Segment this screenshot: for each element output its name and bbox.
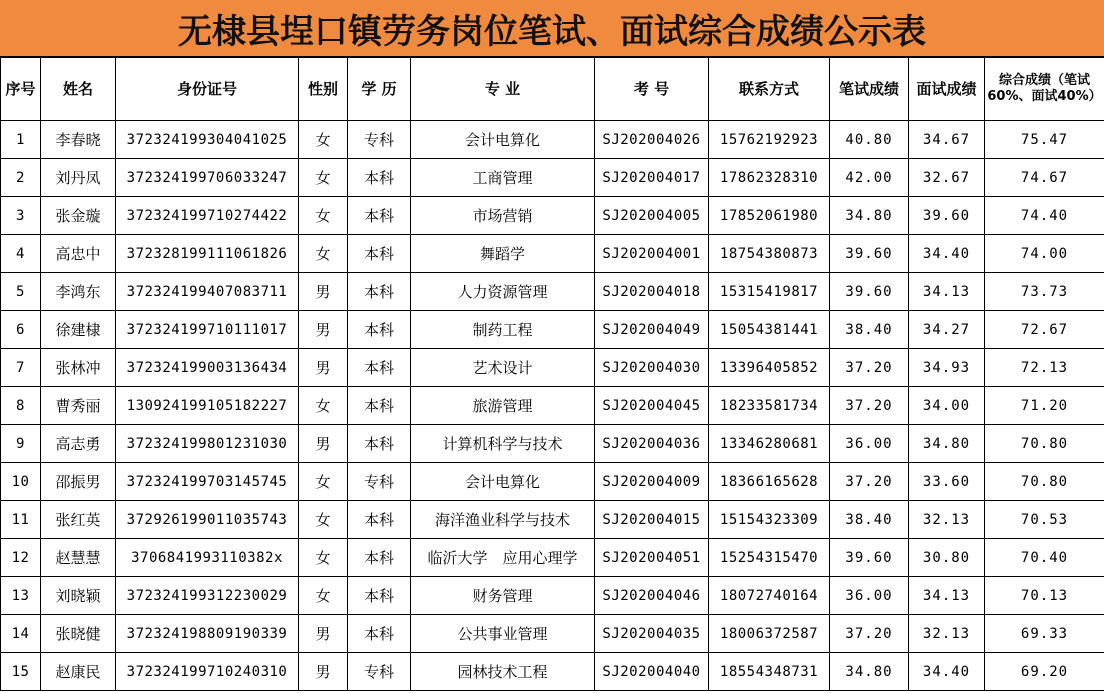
cell-interview-score: 30.80: [909, 539, 985, 577]
cell-written-score: 37.20: [830, 387, 909, 425]
cell-id-number: 372328199111061826: [116, 235, 299, 273]
cell-total-score: 71.20: [985, 387, 1104, 425]
cell-name: 李春晓: [41, 121, 116, 159]
cell-written-score: 40.80: [830, 121, 909, 159]
cell-education: 专科: [348, 653, 411, 691]
cell-education: 本科: [348, 425, 411, 463]
table-row: [1, 387, 1104, 425]
cell-major: 工商管理: [411, 159, 595, 197]
cell-major: 旅游管理: [411, 387, 595, 425]
cell-interview-score: 34.40: [909, 653, 985, 691]
cell-total-score: 70.13: [985, 577, 1104, 615]
cell-total-score: 70.80: [985, 425, 1104, 463]
cell-exam-number: SJ202004030: [595, 349, 709, 387]
cell-gender: 女: [299, 197, 348, 235]
table-header-row: [1, 58, 1104, 121]
cell-exam-number: SJ202004040: [595, 653, 709, 691]
cell-written-score: 39.60: [830, 273, 909, 311]
cell-index: 9: [1, 425, 41, 463]
page-title: 无棣县埕口镇劳务岗位笔试、面试综合成绩公示表: [0, 0, 1104, 57]
cell-written-score: 34.80: [830, 653, 909, 691]
cell-major: 市场营销: [411, 197, 595, 235]
cell-interview-score: 34.00: [909, 387, 985, 425]
cell-written-score: 38.40: [830, 311, 909, 349]
cell-index: 6: [1, 311, 41, 349]
cell-interview-score: 34.40: [909, 235, 985, 273]
table-row: [1, 577, 1104, 615]
cell-gender: 男: [299, 615, 348, 653]
cell-exam-number: SJ202004015: [595, 501, 709, 539]
cell-total-score: 69.33: [985, 615, 1104, 653]
cell-education: 本科: [348, 615, 411, 653]
cell-index: 7: [1, 349, 41, 387]
cell-gender: 女: [299, 387, 348, 425]
cell-written-score: 39.60: [830, 235, 909, 273]
cell-exam-number: SJ202004049: [595, 311, 709, 349]
cell-contact: 13396405852: [709, 349, 830, 387]
table-row: [1, 273, 1104, 311]
cell-contact: 18072740164: [709, 577, 830, 615]
cell-name: 赵慧慧: [41, 539, 116, 577]
cell-education: 本科: [348, 311, 411, 349]
cell-major: 舞蹈学: [411, 235, 595, 273]
cell-contact: 18554348731: [709, 653, 830, 691]
cell-interview-score: 32.67: [909, 159, 985, 197]
table-row: [1, 235, 1104, 273]
cell-written-score: 36.00: [830, 577, 909, 615]
header-education: 学 历: [348, 58, 411, 121]
table-row: [1, 501, 1104, 539]
header-index: 序号: [1, 58, 41, 121]
cell-contact: 13346280681: [709, 425, 830, 463]
header-major: 专 业: [411, 58, 595, 121]
cell-contact: 15254315470: [709, 539, 830, 577]
cell-id-number: 372324199801231030: [116, 425, 299, 463]
cell-written-score: 37.20: [830, 463, 909, 501]
header-total-score: 综合成绩（笔试60%、面试40%）: [985, 58, 1104, 121]
table-row: [1, 539, 1104, 577]
cell-index: 2: [1, 159, 41, 197]
cell-id-number: 372324199703145745: [116, 463, 299, 501]
cell-id-number: 372324198809190339: [116, 615, 299, 653]
results-table: [0, 57, 1104, 691]
cell-id-number: 372324199710274422: [116, 197, 299, 235]
table-row: [1, 159, 1104, 197]
cell-index: 4: [1, 235, 41, 273]
header-id-number: 身份证号: [116, 58, 299, 121]
cell-id-number: 372324199003136434: [116, 349, 299, 387]
cell-major: 人力资源管理: [411, 273, 595, 311]
cell-exam-number: SJ202004018: [595, 273, 709, 311]
cell-major: 临沂大学 应用心理学: [411, 539, 595, 577]
cell-education: 本科: [348, 387, 411, 425]
cell-total-score: 70.80: [985, 463, 1104, 501]
cell-index: 10: [1, 463, 41, 501]
cell-interview-score: 34.13: [909, 273, 985, 311]
cell-interview-score: 34.80: [909, 425, 985, 463]
cell-name: 张晓健: [41, 615, 116, 653]
cell-education: 专科: [348, 463, 411, 501]
cell-name: 李鸿东: [41, 273, 116, 311]
cell-total-score: 69.20: [985, 653, 1104, 691]
cell-gender: 男: [299, 273, 348, 311]
header-interview-score: 面试成绩: [909, 58, 985, 121]
cell-index: 8: [1, 387, 41, 425]
cell-contact: 18006372587: [709, 615, 830, 653]
cell-exam-number: SJ202004017: [595, 159, 709, 197]
cell-major: 会计电算化: [411, 463, 595, 501]
cell-index: 12: [1, 539, 41, 577]
header-gender: 性别: [299, 58, 348, 121]
cell-contact: 17862328310: [709, 159, 830, 197]
cell-education: 本科: [348, 349, 411, 387]
cell-total-score: 72.13: [985, 349, 1104, 387]
cell-major: 会计电算化: [411, 121, 595, 159]
cell-id-number: 372324199304041025: [116, 121, 299, 159]
cell-gender: 女: [299, 501, 348, 539]
cell-interview-score: 34.13: [909, 577, 985, 615]
cell-interview-score: 34.27: [909, 311, 985, 349]
cell-exam-number: SJ202004045: [595, 387, 709, 425]
cell-total-score: 70.53: [985, 501, 1104, 539]
cell-exam-number: SJ202004009: [595, 463, 709, 501]
cell-interview-score: 32.13: [909, 615, 985, 653]
cell-index: 1: [1, 121, 41, 159]
cell-major: 海洋渔业科学与技术: [411, 501, 595, 539]
cell-exam-number: SJ202004005: [595, 197, 709, 235]
cell-education: 专科: [348, 121, 411, 159]
table-row: [1, 463, 1104, 501]
table-row: [1, 349, 1104, 387]
table-row: [1, 121, 1104, 159]
cell-total-score: 72.67: [985, 311, 1104, 349]
cell-name: 刘丹凤: [41, 159, 116, 197]
cell-written-score: 36.00: [830, 425, 909, 463]
cell-written-score: 37.20: [830, 349, 909, 387]
cell-major: 财务管理: [411, 577, 595, 615]
table-row: [1, 311, 1104, 349]
table-row: [1, 615, 1104, 653]
cell-exam-number: SJ202004026: [595, 121, 709, 159]
cell-written-score: 39.60: [830, 539, 909, 577]
cell-index: 3: [1, 197, 41, 235]
cell-gender: 男: [299, 349, 348, 387]
cell-exam-number: SJ202004051: [595, 539, 709, 577]
cell-total-score: 74.40: [985, 197, 1104, 235]
cell-name: 高忠中: [41, 235, 116, 273]
cell-interview-score: 33.60: [909, 463, 985, 501]
cell-education: 本科: [348, 577, 411, 615]
cell-id-number: 372324199706033247: [116, 159, 299, 197]
cell-education: 本科: [348, 273, 411, 311]
cell-id-number: 130924199105182227: [116, 387, 299, 425]
cell-exam-number: SJ202004001: [595, 235, 709, 273]
cell-gender: 男: [299, 311, 348, 349]
cell-name: 邵振男: [41, 463, 116, 501]
cell-name: 徐建棣: [41, 311, 116, 349]
table-row: [1, 197, 1104, 235]
cell-contact: 18366165628: [709, 463, 830, 501]
cell-contact: 15154323309: [709, 501, 830, 539]
cell-contact: 17852061980: [709, 197, 830, 235]
cell-index: 15: [1, 653, 41, 691]
cell-index: 14: [1, 615, 41, 653]
cell-index: 11: [1, 501, 41, 539]
cell-contact: 18754380873: [709, 235, 830, 273]
cell-written-score: 37.20: [830, 615, 909, 653]
cell-interview-score: 34.67: [909, 121, 985, 159]
cell-contact: 15054381441: [709, 311, 830, 349]
cell-index: 5: [1, 273, 41, 311]
cell-id-number: 3706841993110382x: [116, 539, 299, 577]
cell-education: 本科: [348, 197, 411, 235]
cell-name: 曹秀丽: [41, 387, 116, 425]
cell-total-score: 73.73: [985, 273, 1104, 311]
cell-exam-number: SJ202004035: [595, 615, 709, 653]
cell-contact: 15315419817: [709, 273, 830, 311]
table-row: [1, 425, 1104, 463]
cell-exam-number: SJ202004036: [595, 425, 709, 463]
cell-gender: 女: [299, 463, 348, 501]
cell-gender: 女: [299, 159, 348, 197]
cell-id-number: 372324199312230029: [116, 577, 299, 615]
header-name: 姓名: [41, 58, 116, 121]
cell-education: 本科: [348, 501, 411, 539]
cell-major: 计算机科学与技术: [411, 425, 595, 463]
cell-contact: 15762192923: [709, 121, 830, 159]
cell-interview-score: 32.13: [909, 501, 985, 539]
cell-education: 本科: [348, 539, 411, 577]
cell-major: 制药工程: [411, 311, 595, 349]
cell-name: 张红英: [41, 501, 116, 539]
cell-name: 高志勇: [41, 425, 116, 463]
cell-gender: 女: [299, 577, 348, 615]
cell-contact: 18233581734: [709, 387, 830, 425]
cell-id-number: 372324199710240310: [116, 653, 299, 691]
cell-id-number: 372324199407083711: [116, 273, 299, 311]
cell-gender: 男: [299, 653, 348, 691]
cell-exam-number: SJ202004046: [595, 577, 709, 615]
cell-major: 艺术设计: [411, 349, 595, 387]
cell-gender: 女: [299, 235, 348, 273]
cell-gender: 女: [299, 539, 348, 577]
cell-name: 赵康民: [41, 653, 116, 691]
cell-written-score: 38.40: [830, 501, 909, 539]
cell-interview-score: 34.93: [909, 349, 985, 387]
cell-total-score: 74.00: [985, 235, 1104, 273]
cell-total-score: 74.67: [985, 159, 1104, 197]
table-row: [1, 653, 1104, 691]
cell-total-score: 70.40: [985, 539, 1104, 577]
cell-major: 园林技术工程: [411, 653, 595, 691]
cell-interview-score: 39.60: [909, 197, 985, 235]
cell-id-number: 372324199710111017: [116, 311, 299, 349]
cell-gender: 男: [299, 425, 348, 463]
header-written-score: 笔试成绩: [830, 58, 909, 121]
cell-written-score: 34.80: [830, 197, 909, 235]
cell-name: 张金璇: [41, 197, 116, 235]
cell-name: 张林冲: [41, 349, 116, 387]
cell-education: 本科: [348, 235, 411, 273]
cell-id-number: 372926199011035743: [116, 501, 299, 539]
cell-education: 本科: [348, 159, 411, 197]
header-contact: 联系方式: [709, 58, 830, 121]
cell-major: 公共事业管理: [411, 615, 595, 653]
cell-gender: 女: [299, 121, 348, 159]
cell-index: 13: [1, 577, 41, 615]
cell-written-score: 42.00: [830, 159, 909, 197]
header-exam-number: 考 号: [595, 58, 709, 121]
cell-name: 刘晓颖: [41, 577, 116, 615]
cell-total-score: 75.47: [985, 121, 1104, 159]
